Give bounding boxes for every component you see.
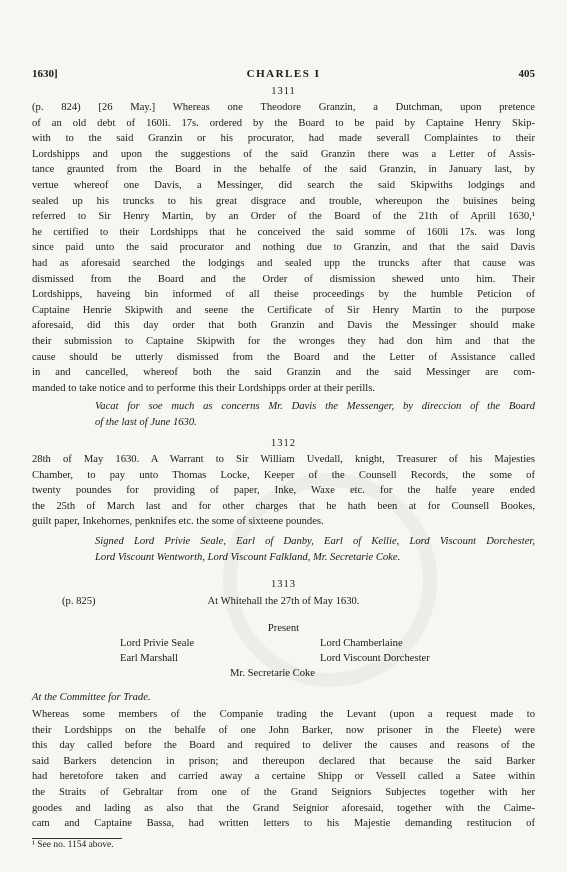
text-line: with to the said Granzin or his procurator, had made severall Complaintes to their bbox=[32, 133, 535, 145]
text-line: twenty poundes for providing of paper, Inke, Waxe etc. for the halfe yeare ended bbox=[32, 485, 535, 497]
text-line: of the last of June 1630. bbox=[95, 416, 197, 428]
entry-1313-paragraph bbox=[32, 707, 535, 832]
text-line: this day called before the Board and required to deliver the causes and reasons of the bbox=[32, 740, 535, 752]
entry-number-1313: 1313 bbox=[271, 579, 296, 590]
text-line: Signed Lord Privie Seale, Earl of Danby, Earl of Kellie, Lord Viscount Dorchester, bbox=[95, 536, 535, 547]
text-line: their submission to Captaine Skipwith for the wronges they had don him and that the bbox=[32, 335, 535, 347]
text-line: goodes and lading as also that the Grand Seignior aforesaid, together with the Caime- bbox=[32, 802, 535, 814]
present-center: Mr. Secretarie Coke bbox=[230, 668, 316, 679]
text-line: the 25th of March last and for other charges that he hath been at for Counsell Bookes, bbox=[32, 500, 535, 512]
text-line: vertue whereof one Davis, a Messinger, did search the said Skipwiths lodgings and bbox=[32, 179, 535, 191]
text-line: aforesaid, did this day order that both Granzin and Davis the Messinger should make bbox=[32, 320, 535, 332]
present-label: Present bbox=[267, 623, 300, 634]
header-title: CHARLES I bbox=[246, 68, 321, 80]
text-line: their Lordshipps on the behalfe of one John Barker, now prisoner in the Fleete) were bbox=[32, 724, 535, 736]
text-line: referred to Sir Henry Martin, by an Order of the Board of the 21th of Aprill 1630,¹ bbox=[32, 211, 535, 223]
entry-number-1311: 1311 bbox=[271, 86, 296, 97]
present-right-2: Lord Viscount Dorchester bbox=[320, 653, 430, 664]
present-right-1: Lord Chamberlaine bbox=[320, 638, 403, 649]
entry-1311-paragraph bbox=[32, 100, 535, 396]
text-line: Lordshipps and upon the suggestions of the said Granzin there was a Letter of Assis- bbox=[32, 148, 535, 160]
text-line: tance graunted from the Board in the behalfe of the said Granzin, in January last, by bbox=[32, 164, 535, 176]
header-year: 1630] bbox=[32, 68, 58, 80]
present-left-1: Lord Privie Seale bbox=[120, 638, 195, 649]
text-line: in and cancelled, whereof both the said Granzin and the said Messinger are com- bbox=[32, 367, 535, 379]
text-line: since paid unto the said procurator and nothing due to Granzin, and that the said Davis bbox=[32, 242, 535, 254]
text-line: Lord Viscount Wentworth, Lord Viscount Falkland, Mr. Secretarie Coke. bbox=[95, 551, 401, 563]
text-line: Vacat for soe much as concerns Mr. Davis the Messenger, by direccion of the Board bbox=[95, 401, 535, 412]
text-line: (p. 824) [26 May.] Whereas one Theodore Granzin, a Dutchman, upon pretence bbox=[32, 102, 535, 113]
text-line: manded to take notice and to performe this their Lordshipps order at their perills. bbox=[32, 382, 376, 394]
entry-1312-signatories bbox=[95, 534, 535, 565]
text-line: had as aforesaid searched the lodgings and sealed upp the truncks after that cause was bbox=[32, 257, 535, 269]
committee-heading: At the Committee for Trade. bbox=[32, 692, 151, 703]
text-line: had heretofore taken and carried away a certaine Shipp or Vessell called a Satee within bbox=[32, 771, 535, 783]
text-line: sealed up his truncks to his great disgrace and trouble, whereupon the buisines being bbox=[32, 195, 535, 207]
present-left-2: Earl Marshall bbox=[120, 653, 178, 664]
running-header bbox=[32, 68, 535, 84]
text-line: he certified to their Lordshipps that he conceived the said somme of 160li 17s. was long bbox=[32, 226, 535, 238]
footnote-rule bbox=[32, 838, 122, 839]
text-line: of an old debt of 160li. 17s. ordered by the Board to be paid by Captaine Henry Skip- bbox=[32, 117, 535, 129]
text-line: dismissed from the Board and the Order of dismission shewed unto him. Their bbox=[32, 273, 535, 285]
entry-1312-paragraph bbox=[32, 452, 535, 530]
text-line: cause should be utterly dismissed from the Board and the Letter of Assistance called bbox=[32, 351, 535, 363]
text-line: the Straits of Gebraltar from one of the Grand Seigniors Subjectes together with her bbox=[32, 786, 535, 798]
text-line: guilt paper, Inkehornes, penknifes etc. the some of sixteene poundes. bbox=[32, 516, 324, 528]
footnote: ¹ See no. 1154 above. bbox=[32, 840, 114, 850]
text-line: Whereas some members of the Companie trading the Levant (upon a request made to bbox=[32, 709, 535, 720]
entry-number-1312: 1312 bbox=[271, 438, 296, 449]
text-line: cam and Captaine Bassa, had written letters to his Majestie demanding restitucion of bbox=[32, 818, 535, 830]
text-line: Lordshipps, haveing bin informed of all theise proceedings by the humble Peticion of bbox=[32, 289, 535, 301]
entry-1311-vacat-note bbox=[95, 399, 535, 430]
text-line: said Barkers detencion in prison; and thereupon declared that because the said Barker bbox=[32, 755, 535, 767]
text-line: Captaine Henrie Skipwith and seene the Certificate of Sir Henry Martin to the purpose bbox=[32, 304, 535, 316]
text-line: 28th of May 1630. A Warrant to Sir William Uvedall, knight, Treasurer of his Majesties bbox=[32, 454, 535, 465]
text-line: Chamber, to pay unto Thomas Locke, Keeper of the Counsell Records, the some of bbox=[32, 469, 535, 481]
entry-1313-heading: At Whitehall the 27th of May 1630. bbox=[207, 596, 360, 607]
page-number: 405 bbox=[518, 68, 535, 80]
entry-1313-page-ref: (p. 825) bbox=[62, 596, 96, 607]
